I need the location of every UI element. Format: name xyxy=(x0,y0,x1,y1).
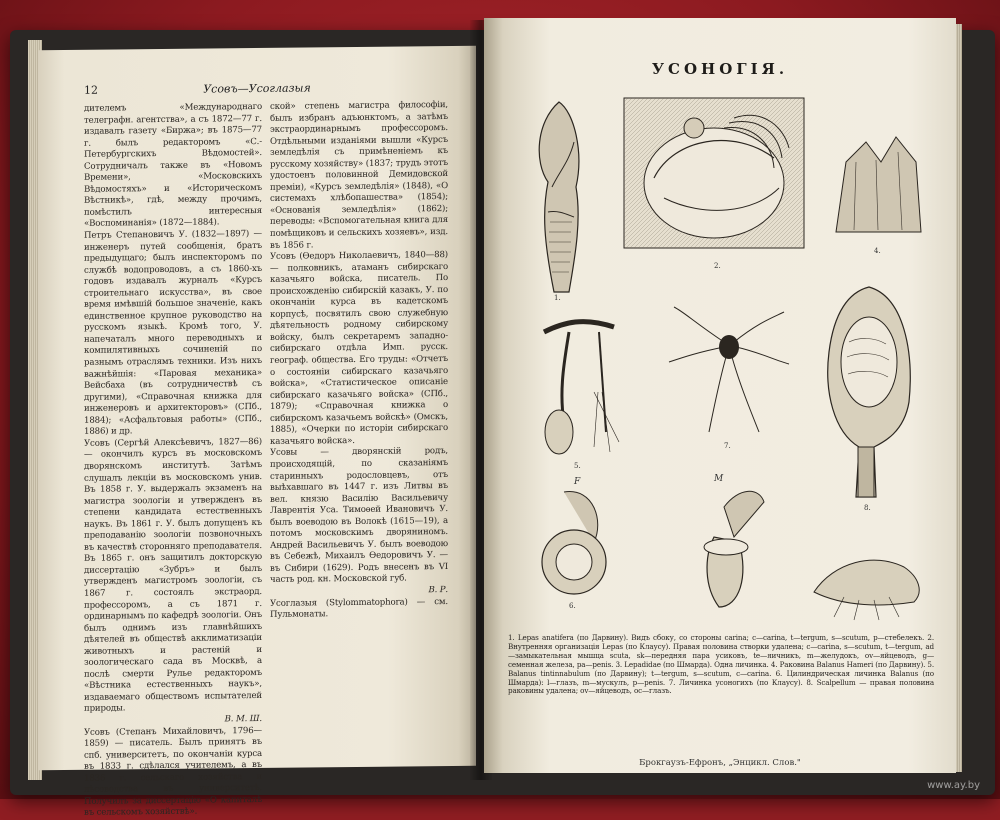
paragraph: Усовъ (Степанъ Михайловичъ, 1796—1859) — писатель. Былъ принятъ въ спб. университетъ, по окончаніи курса въ 1833 г. сдѣлался учителемъ, а въ 1836 г. сельскаго хозяйства и лѣсоводства въ университетѣ. Получилъ за диссертацію «О капиталѣ въ сельскомъ хозяйствѣ». xyxy=(84,725,262,819)
barnacle-female-figure-6 xyxy=(524,482,624,602)
paragraph: Усоглазыя (Stylommatophora) — см. Пульмонаты. xyxy=(270,596,448,620)
left-page xyxy=(38,46,476,819)
barnacle-cypris-figure xyxy=(804,522,934,622)
publisher-line: Брокгаузъ-Ефронъ, „Энцикл. Слов." xyxy=(639,758,801,768)
figure-number: 2. xyxy=(714,262,721,270)
caption-text: 1. Lepas anatifera (по Дарвину). Видъ сбоку, со стороны carina; c—carina, t—tergum, s—scutum, p—стебелекъ. 2. Внутренняя организація Lepas (по Клаусу). Правая половина створки удалена; c—carina, s—scutum, t—tergum, ad—замыкательная мышца scuta, sk—передняя пара усиковъ, te—яичникъ, m—желудокъ, ov—яйцеводъ, g—семенная железа, pa—penis. 3. Lepadidae (по Шмарда). Одна личинка. 4. Раковина Balanus Hameri (по Дарвину). 5. Balanus tintinnabulum (по Дарвину); t—tergum, s—scutum, c—carina. 6. Цилиндрическая личинка Balanus (по Шмарда): l—глазъ, m—мускулъ, p—penis. 7. Личинка усоногихъ (по Клаусу). 8. Scalpellum — правая половина раковины удалена; ov—яйцеводъ, oc—глазъ. xyxy=(508,633,934,696)
barnacle-cluster-figure-4 xyxy=(524,312,634,462)
figure-letter: F xyxy=(574,477,581,487)
illustration-plate xyxy=(514,82,934,642)
signature: В. М. Ш. xyxy=(224,713,262,725)
barnacle-larva-figure-5 xyxy=(664,292,794,442)
left-page-header xyxy=(38,80,476,97)
page-number: 12 xyxy=(84,83,98,97)
figure-caption xyxy=(508,634,934,696)
paragraph: Усовы — дворянскій родъ, происходящій, по сказаніямъ старинныхъ родословцевъ, отъ выѣхавшаго въ 1447 г. изъ Литвы въ вел. князю Василію Васильевичу Лаврентія Уса. Тимоѳей Ивановичъ У. былъ воеводою въ Волокѣ (1615—19), а потомъ московскимъ дворяниномъ. Андрей Васильевичъ У. былъ воеводою въ Себежѣ, Михаилъ Ѳедоровичъ У. — въ Сибири (1629). Родъ внесенъ въ VI часть род. кн. Московской губ. xyxy=(270,446,448,586)
figure-number: 1. xyxy=(554,294,561,302)
figure-number: 6. xyxy=(569,602,576,610)
watermark: www.ay.by xyxy=(927,780,980,791)
paragraph: Петръ Степановичъ У. (1832—1897) — инженеръ путей сообщенія, братъ предыдущаго; былъ инспекторомъ по службѣ водопроводовъ, а съ 1860-хъ годовъ издавалъ журналъ «Курсъ строительнаго искусства», въ свое время имѣвшій большое значеніе, какъ единственное крупное руководство на русскомъ языкѣ. Кромѣ того, У. напечаталъ много переводныхъ и компилятивныхъ сочиненій по разнымъ отраслямъ техники. Изъ нихъ важнѣйшія: «Паровая механика» Вейсбаха (въ сотрудничествѣ съ другими), «Справочная книжка для инженеровъ и архитекторовъ» (СПб., 1884); «Асфальтовыя работы» (СПб., 1886) и др. xyxy=(84,228,262,438)
running-head: Усовъ—Усоглазыя xyxy=(203,81,311,96)
text-column-1 xyxy=(84,102,262,820)
barnacle-figure-1 xyxy=(514,92,604,302)
text-column-2 xyxy=(270,100,448,621)
barnacle-male-figure-7 xyxy=(664,477,784,617)
figure-number: 8. xyxy=(864,504,871,512)
figure-number: 4. xyxy=(874,247,881,255)
plate-title: УСОНОГІЯ. xyxy=(651,60,789,78)
paragraph: Усовъ (Ѳедоръ Николаевичъ, 1840—88) — полковникъ, атаманъ сибирскаго казачьяго войска, писатель. По происхожденію сибирскій казакъ, У. по окончаніи курса въ кадетскомъ корпусѣ, посвятилъ свою служебную дѣятельность родному сибирскому войску, былъ секретаремъ западно-сибирскаго отдѣла Имп. русск. географ. общества. Его труды: «Отчетъ о состояніи сибирскаго казачьяго войска», «Статистическое описаніе сибирскаго казачьяго войска» (СПб., 1879); «Справочная книжка о сибирскомъ казачьемъ войскѣ» (Омскъ, 1885), «Очерки по исторіи сибирскаго казачьяго войска». xyxy=(270,250,448,447)
paragraph: ской» степень магистра философіи, былъ избранъ адъюнктомъ, а затѣмъ экстраординарнымъ профессоромъ. Отдѣльными изданіями вышли «Курсъ земледѣлія съ примѣненіемъ къ русскому хозяйству» (1837; трудъ этотъ удостоенъ половинной Демидовской преміи), «Курсъ земледѣлія» (1848), «О системахъ хлѣбопашества» (1854); «Основанія земледѣлія» (1862); переводы: «Вспомогательная книга для помѣщиковъ и сельскихъ хозяевъ», изд. въ 1856 г. xyxy=(270,99,448,251)
right-page xyxy=(484,18,956,773)
barnacle-anatomy-figure-2 xyxy=(614,88,814,258)
figure-letter: M xyxy=(714,474,724,484)
figure-number: 7. xyxy=(724,442,731,450)
paragraph: дителемъ «Международнаго телеграфн. агентства», а съ 1872—77 г. издавалъ газету «Биржа»; въ 1875—77 г. былъ редакторомъ «С.-Петербургскихъ Вѣдомостей». Сотрудничалъ также въ «Новомъ Времени», «Московскихъ Вѣдомостяхъ» и «Историческомъ Вѣстникѣ», гдѣ, между прочимъ, помѣстилъ интересныя «Воспоминанія» (1872—1884). xyxy=(84,101,262,230)
signature: В. Р. xyxy=(428,584,448,596)
barnacle-shell-figure-3 xyxy=(826,122,926,242)
figure-number: 5. xyxy=(574,462,581,470)
barnacle-section-figure-8 xyxy=(814,282,924,502)
paragraph: Усовъ (Сергѣй Алексѣевичъ, 1827—86) — окончилъ курсъ въ московскомъ дворянскомъ институтѣ. Затѣмъ слушалъ лекціи въ московскомъ унив. Въ 1858 г. У. выдержалъ экзаменъ на магистра зоологіи и утвержденъ въ степени кандидата естественныхъ наукъ. Въ 1861 г. У. былъ допущенъ къ преподаванію зоологіи позвоночныхъ въ качествѣ сторонняго преподавателя. Въ 1865 г. онъ защитилъ докторскую диссертацію «Зубръ» и былъ утвержденъ магистромъ зоологіи, съ 1867 г. состоялъ экстраорд. профессоромъ, а съ 1871 г. ординарнымъ по кафедрѣ зоологіи. Онъ былъ однимъ изъ главнѣйшихъ дѣятелей въ обществѣ акклиматизаціи животныхъ и растеній и зоологическаго сада въ Москвѣ, а послѣ смерти Рулье редакторомъ «Вѣстника естественныхъ наукъ», издаваемаго обществомъ испытателей природы. xyxy=(84,436,262,715)
